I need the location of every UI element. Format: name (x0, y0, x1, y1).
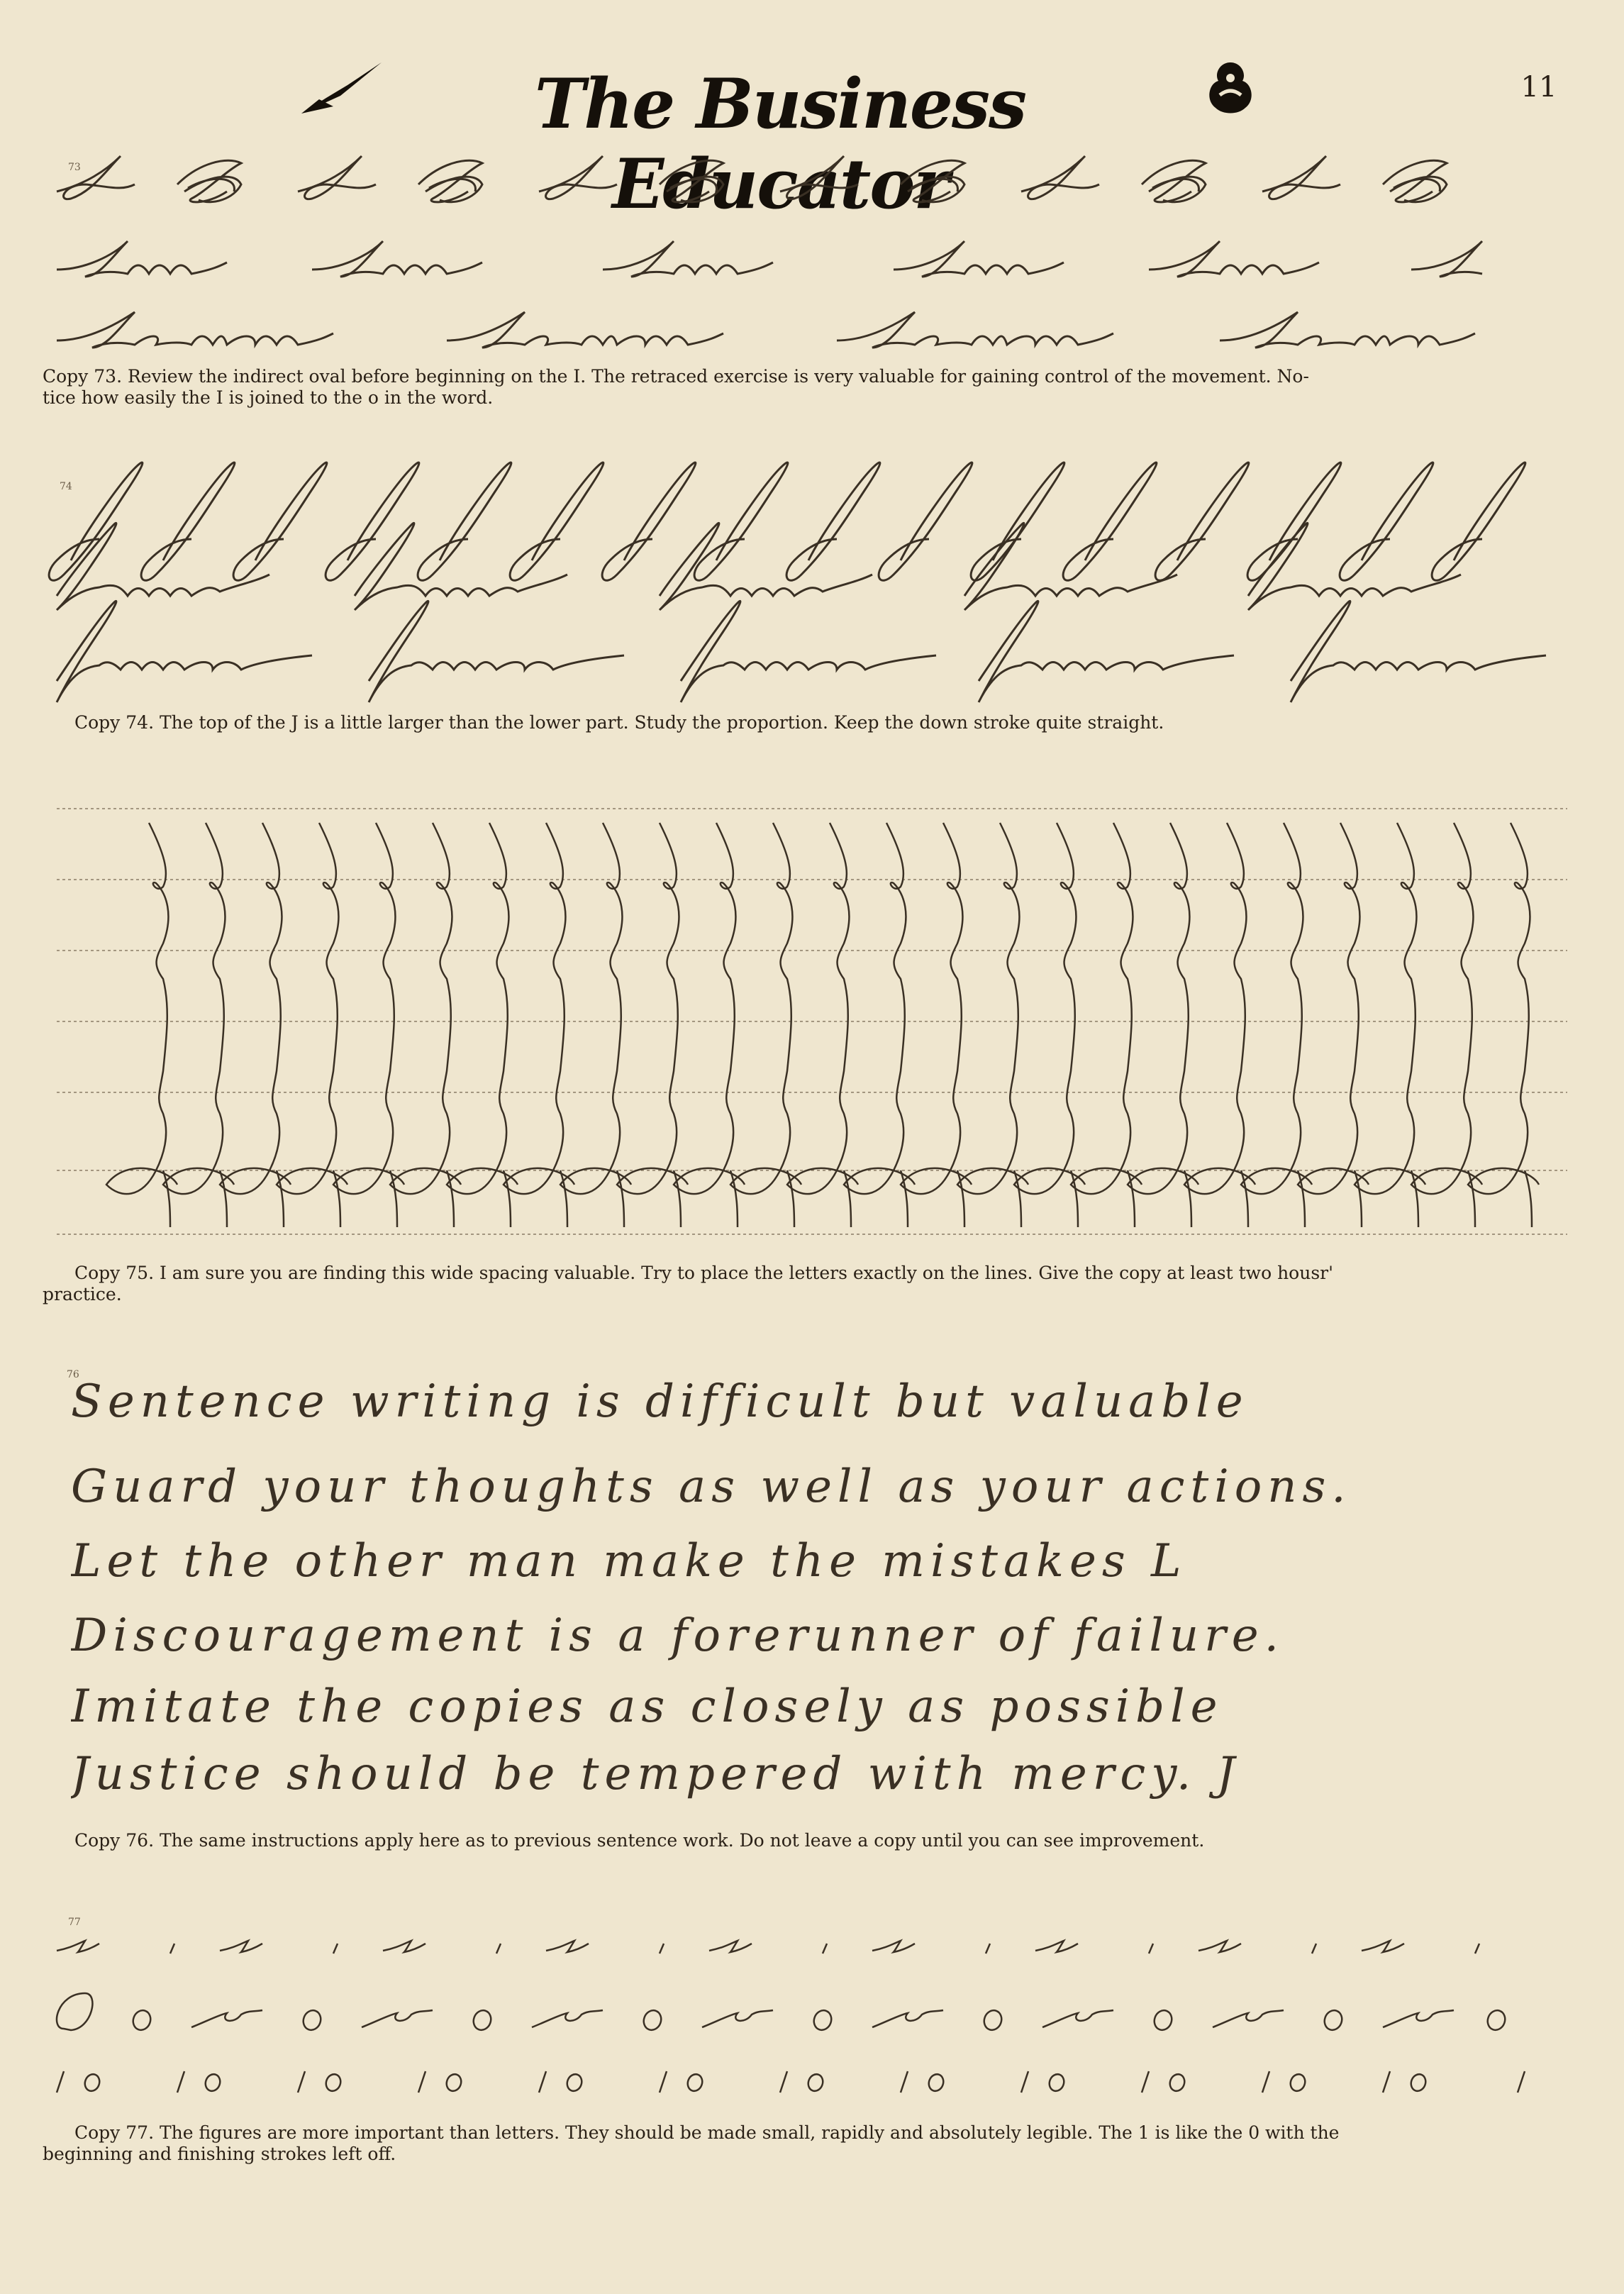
copy-77-caption-line-1: Copy 77. The figures are more important than letters. They should be made small, rapidly and absolutely legible. The 1 is like the 0 with the (74, 2122, 1340, 2143)
copy-77-caption-line-2: beginning and finishing strokes left off. (43, 2144, 396, 2164)
copy-74-number-mark: 74 (60, 481, 72, 492)
copy-73-number-mark: 73 (68, 162, 81, 173)
page-number: 11 (1520, 71, 1557, 104)
copy-74-exercise (43, 454, 1589, 709)
copy-74-caption-text: Copy 74. The top of the J is a little larger than the lower part. Study the proportion. Keep the down stroke quite straight. (74, 712, 1164, 733)
copy-74-row-1 (49, 462, 1525, 580)
copy-75-caption-line-1: Copy 75. I am sure you are finding this wide spacing valuable. Try to place the letters exactly on the lines. Give the copy at least two housr' (74, 1263, 1333, 1283)
copy-74-row-3 (57, 601, 1546, 702)
copy-76-sentence-2: Guard your thoughts as well as your actions. (71, 1461, 1352, 1513)
copy-73-caption-line-2: tice how easily the I is joined to the o in the word. (43, 387, 494, 408)
copy-76-sentence-5: Imitate the copies as closely as possible (71, 1680, 1223, 1733)
copy-77-number-mark: 77 (68, 1917, 81, 1928)
copy-76-caption-text: Copy 76. The same instructions apply here as to previous sentence work. Do not leave a copy until you can see improvement. (74, 1830, 1205, 1851)
copy-77-row-2 (57, 1993, 1508, 2032)
copy-73-caption-line-1: Copy 73. Review the indirect oval before beginning on the I. The retraced exercise is very valuable for gaining control of the movement. No- (43, 366, 1309, 387)
copy-75-exercise (43, 802, 1589, 1241)
copy-77-row-3 (57, 2071, 1525, 2093)
emblem-icon (1198, 58, 1262, 122)
copy-76-sentence-1: Sentence writing is difficult but valuable (71, 1375, 1249, 1428)
copy-77-exercise (43, 1922, 1589, 2114)
copy-75-caption (43, 1263, 1560, 1305)
quill-pen-icon (298, 57, 383, 121)
masthead-title: The Business Educator (534, 64, 1026, 224)
copy-73-row-3 (57, 312, 1475, 348)
copy-73-exercise (43, 142, 1589, 362)
copy-76-number-mark: 76 (67, 1369, 79, 1380)
copy-73-caption (43, 366, 1560, 409)
copy-73-row-2 (57, 241, 1482, 277)
copy-76-sentence-3: Let the other man make the mistakes L (71, 1535, 1187, 1587)
copy-77-caption (43, 2122, 1560, 2165)
copy-74-caption (43, 712, 1560, 733)
copy-76-sentence-4: Discouragement is a forerunner of failure. (71, 1609, 1284, 1662)
copy-75-caption-line-2: practice. (43, 1284, 122, 1304)
copy-76-sentence-6: Justice should be tempered with mercy. J (71, 1748, 1241, 1800)
copy-76-caption (43, 1830, 1560, 1851)
copy-73-row-1 (57, 156, 1447, 202)
copy-77-row-1 (57, 1941, 1479, 1954)
